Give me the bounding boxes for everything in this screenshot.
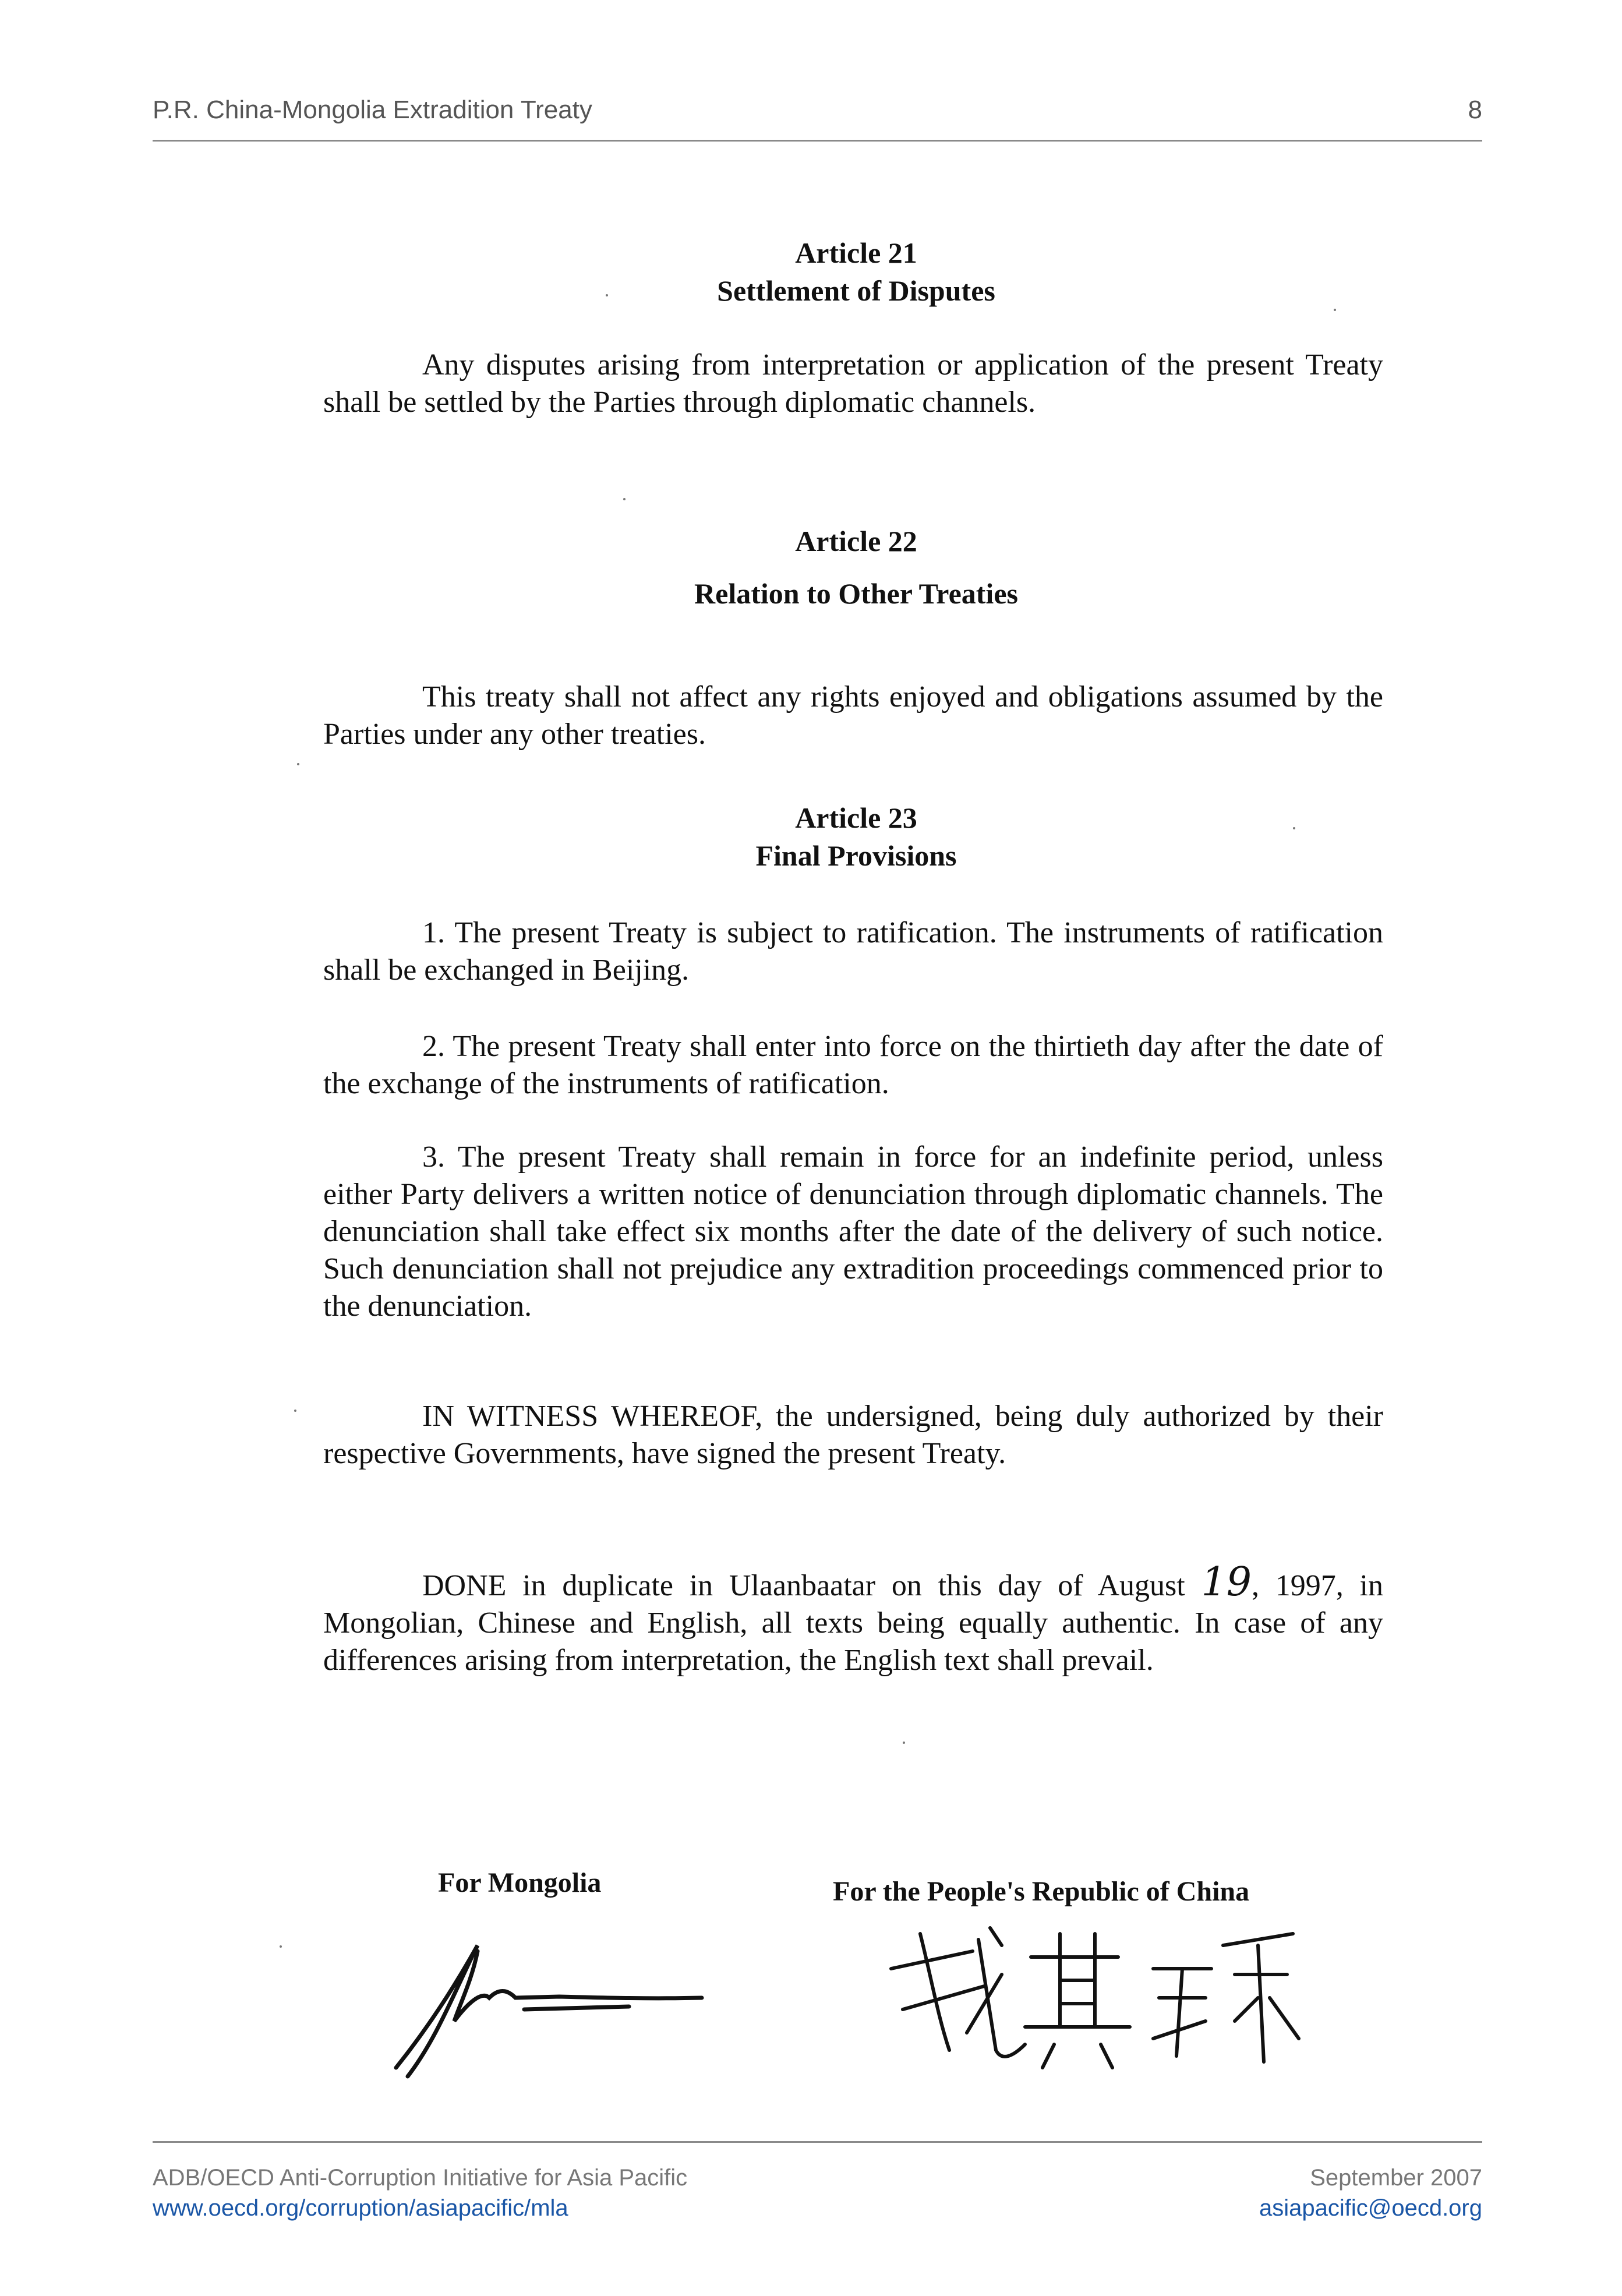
footer-url-link[interactable]: www.oecd.org/corruption/asiapacific/mla <box>153 2195 568 2221</box>
article-22-number: Article 22 <box>795 525 917 557</box>
witness-paragraph: IN WITNESS WHEREOF, the undersigned, being duly authorized by their respective Governments, have signed the present Treaty. <box>323 1400 1383 1470</box>
scan-speck <box>606 294 608 296</box>
article-23-paragraph-1: 1. The present Treaty is subject to ratification. The instruments of ratification shall be exchanged in Beijing. <box>323 916 1383 987</box>
article-21-title: Settlement of Disputes <box>717 274 995 307</box>
article-21-paragraph: Any disputes arising from interpretation or application of the present Treaty shall be settled by the Parties through diplomatic channels. <box>323 348 1383 419</box>
header-title: P.R. China-Mongolia Extradition Treaty <box>153 96 592 124</box>
article-23-paragraph-2: 2. The present Treaty shall enter into force on the thirtieth day after the date of the exchange of the instruments of ratification. <box>323 1030 1383 1100</box>
scan-speck <box>280 1945 282 1948</box>
article-23-title: Final Provisions <box>755 839 957 872</box>
signature-label-mongolia: For Mongolia <box>438 1867 602 1898</box>
scan-speck <box>297 763 299 765</box>
footer-email-link[interactable]: asiapacific@oecd.org <box>1259 2195 1482 2221</box>
handwritten-day: 19 <box>1201 1559 1252 1605</box>
done-text: DONE in duplicate in Ulaanbaatar on this day of August <box>422 1569 1185 1602</box>
article-22-paragraph: This treaty shall not affect any rights enjoyed and obligations assumed by the Parties under any other treaties. <box>323 680 1383 751</box>
footer-organization: ADB/OECD Anti-Corruption Initiative for Asia Pacific <box>153 2165 688 2191</box>
scan-speck <box>623 498 626 500</box>
scan-speck <box>294 1410 296 1412</box>
footer-right <box>1259 2163 1482 2223</box>
scan-speck <box>1293 827 1295 829</box>
page-number: 8 <box>1468 96 1482 124</box>
scan-speck <box>1334 309 1336 311</box>
mongolia-signature <box>384 1910 711 2085</box>
done-paragraph <box>323 1559 1384 1679</box>
footer-left <box>153 2163 687 2223</box>
article-23-number: Article 23 <box>795 801 917 834</box>
signature-label-china: For the People's Republic of China <box>833 1876 1250 1907</box>
done-rest: , 1997, in Mongolian, Chinese and English, all texts being equally authentic. In case of any differences arising from interpretation, the English text shall prevail. <box>323 1569 1384 1677</box>
scan-speck <box>903 1742 905 1744</box>
footer-date: September 2007 <box>1310 2165 1482 2191</box>
article-23-paragraph-3: 3. The present Treaty shall remain in force for an indefinite period, unless either Party delivers a written notice of denunciation through diplomatic channels. The denunciation shall take effect six months after the date of the delivery of such notice. Such denunciation shall not prejudice any extradition proceedings commenced prior to the denunciation. <box>323 1140 1383 1323</box>
footer-divider <box>153 2141 1482 2143</box>
china-signature <box>885 1922 1305 2074</box>
article-21-number: Article 21 <box>795 236 917 269</box>
article-22-title: Relation to Other Treaties <box>694 577 1018 610</box>
